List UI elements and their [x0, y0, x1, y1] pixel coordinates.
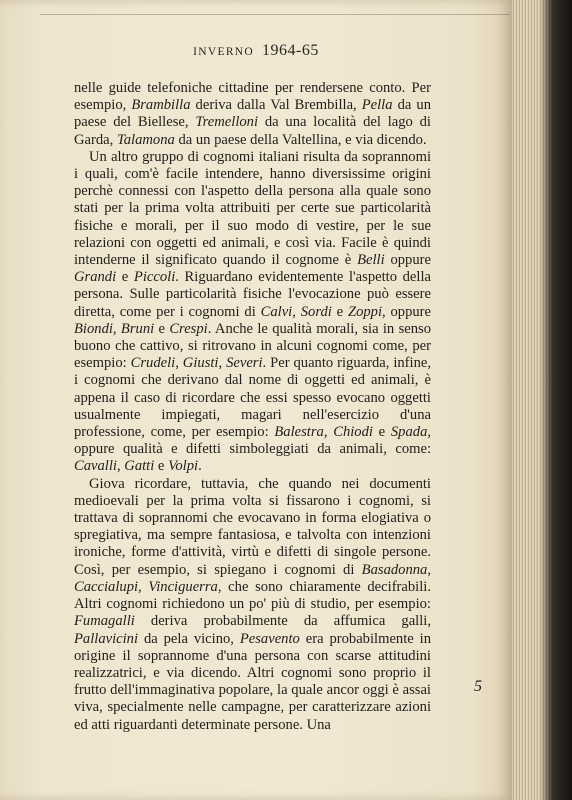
text-run: , [116, 458, 125, 475]
italic-surname: Crespi [169, 320, 208, 337]
italic-surname: Giusti [182, 355, 219, 372]
italic-surname: Talamona [116, 131, 175, 148]
text-run: , oppure qualità e difetti simboleggiati da animali, come: [74, 424, 432, 458]
text-run: e [116, 269, 134, 286]
text-run: . Per quanto riguarda, infine, i cognomi che derivano dal nome di oggetti ed animali, è appena il caso di ricordare che essi spesso evocano oggetti usualmente impiegati, magari nell'esercizio d'una professione, come, per esempio: [74, 355, 432, 441]
text-run: , [218, 355, 227, 372]
text-run: oppure [384, 252, 431, 269]
text-run: e [154, 458, 169, 475]
text-run: da un paese del Biellese, [74, 97, 431, 131]
paragraph [74, 149, 431, 476]
italic-surname: Belli [357, 252, 385, 269]
italic-surname: Balestra [274, 424, 324, 441]
italic-surname: Tremelloni [195, 114, 259, 131]
italic-surname: Piccoli [133, 269, 176, 286]
italic-surname: Severi [226, 355, 263, 372]
italic-surname: Biondi [74, 320, 113, 337]
text-run: Giova ricordare, tuttavia, che quando nei documenti medioevali per la prima volta si fissarono i cognomi, si trattava di soprannomi che evocavano in forma elogiativa o spregiativa, ma sempre fantasiosa, e talvolta con intenzioni ironiche, forme d'attività, virtù e difetti di singole persone. Così, per esempio, si spiegano i cognomi di [74, 475, 431, 578]
italic-surname: Vinciguerra [148, 578, 218, 595]
italic-surname: Caccialupi [74, 578, 139, 595]
italic-surname: Grandi [74, 269, 117, 286]
italic-surname: Volpi [168, 458, 199, 475]
italic-surname: Bruni [120, 320, 155, 337]
italic-surname: Sordi [300, 303, 332, 320]
italic-surname: Pallavicini [74, 630, 139, 647]
italic-surname: Calvi [260, 303, 293, 320]
text-run: e [154, 320, 170, 337]
text-run: , [323, 424, 334, 441]
italic-surname: Crudeli [130, 355, 176, 372]
text-run: , [175, 355, 183, 372]
italic-surname: Basadonna [361, 561, 428, 578]
italic-surname: Pella [361, 97, 393, 114]
running-head-years: 1964-65 [262, 42, 319, 59]
italic-surname: Spada [390, 424, 428, 441]
text-run: da pela vicino, [138, 630, 240, 647]
body-text [74, 80, 431, 734]
italic-surname: Pesavento [239, 630, 300, 647]
binding-shadow [540, 0, 572, 800]
text-run: e [331, 303, 348, 320]
italic-surname: Cavalli [74, 458, 117, 475]
text-run: . [198, 458, 202, 475]
text-run: , oppure [382, 303, 432, 320]
text-run: , [427, 561, 431, 578]
text-run: , [138, 578, 149, 595]
italic-surname: Gatti [124, 458, 155, 475]
running-head [0, 42, 512, 60]
text-run: Un altro gruppo di cognomi italiani risulta da soprannomi i quali, com'è facile intendere, hanno diversissime origini perchè connessi con l'aspetto della persona alla quale sono stati per la prima volta attribuiti per certe sue particolarità fisiche e morali, per il suo modo di vestire, per le sue relazioni con oggetti ed animali, e così via. Facile è quindi intenderne il significato quando il cognome è [74, 148, 431, 269]
text-run: . Anche le qualità morali, sia in senso buono che cattivo, si ritrovano in alcuni cognomi come, per esempio: [74, 320, 432, 372]
text-run: da una località del lago di Garda, [74, 114, 431, 148]
italic-surname: Fumagalli [74, 613, 135, 630]
text-run: e [372, 424, 391, 441]
text-run: , [292, 303, 301, 320]
text-run: da un paese della Valtellina, e via dicendo. [174, 131, 427, 148]
italic-surname: Zoppi [347, 303, 383, 320]
text-run: , [112, 320, 121, 337]
italic-surname: Brambilla [131, 97, 191, 114]
running-head-title: INVERNO [193, 46, 255, 58]
text-run: deriva probabilmente da affumica galli, [134, 613, 431, 630]
text-run: nelle guide telefoniche cittadine per rendersene conto. Per esempio, [74, 80, 431, 114]
page-number: 5 [474, 678, 482, 695]
text-run: , che sono chiaramente decifrabili. Altri cognomi richiedono un po' più di studio, per esempio: [74, 578, 431, 613]
paragraph [74, 476, 431, 734]
top-edge-rule [40, 14, 510, 15]
text-run: . Riguardano evidentemente l'aspetto della persona. Sulle particolarità fisiche l'evocazione può essere diretta, come per i cognomi di [74, 269, 431, 320]
text-run: era probabilmente in origine il soprannome d'una persona con scarse attitudini realizzatrici, e via dicendo. Altri cognomi sono proprio il frutto dell'immaginativa popolare, la quale ancor oggi è assai viva, specialmente nelle campagne, per caratterizzare azioni ed atti riguardanti determinate persone. Una [74, 630, 431, 733]
paragraph [74, 80, 431, 149]
italic-surname: Chiodi [333, 424, 373, 441]
text-run: deriva dalla Val Brembilla, [190, 97, 362, 114]
